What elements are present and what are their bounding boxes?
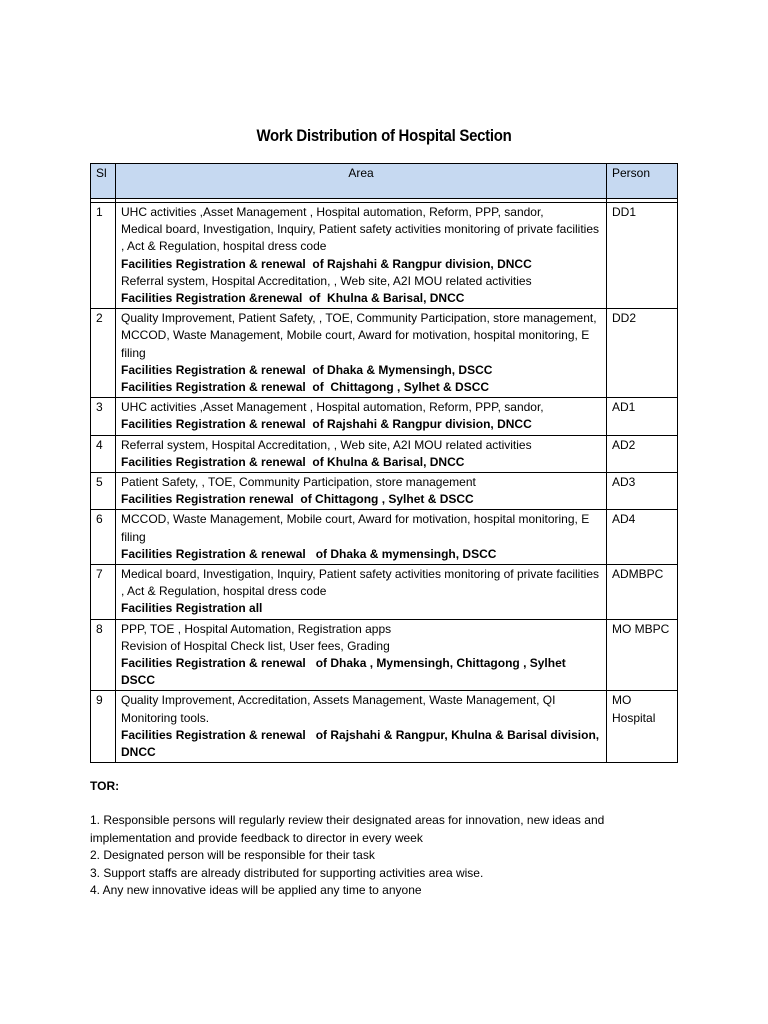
- area-activity-line: UHC activities ,Asset Management , Hospital automation, Reform, PPP, sandor,: [121, 400, 544, 415]
- row-sl-cell: 1: [91, 203, 116, 309]
- row-person-cell: MO Hospital: [607, 691, 678, 763]
- row-person-cell: DD2: [607, 309, 678, 398]
- area-activity-line: Revision of Hospital Check list, User fees, Grading: [121, 638, 390, 653]
- column-header-area: Area: [116, 164, 607, 199]
- tor-item: 1. Responsible persons will regularly review their designated areas for innovation, new ideas and implementation and provide feedback to director in every week: [90, 813, 605, 845]
- area-activity-line: Referral system, Hospital Accreditation, , Web site, A2I MOU related activities: [121, 273, 532, 288]
- table-row: [91, 619, 678, 691]
- table-row: [91, 435, 678, 472]
- tor-heading: TOR:: [90, 779, 120, 793]
- table-row: [91, 565, 678, 620]
- document-title: Work Distribution of Hospital Section: [256, 126, 512, 145]
- table-header-row: [91, 164, 678, 199]
- column-header-person: Person: [607, 164, 678, 199]
- area-activity-line: Referral system, Hospital Accreditation, , Web site, A2I MOU related activities: [121, 437, 532, 452]
- area-registration-line: Facilities Registration & renewal of Dhaka & mymensingh, DSCC: [121, 546, 497, 561]
- tor-section: [90, 778, 680, 899]
- row-person-cell: AD3: [607, 473, 678, 510]
- row-area-cell: [116, 510, 607, 565]
- area-activity-line: Patient Safety, , TOE, Community Participation, store management: [121, 475, 476, 490]
- area-activity-line: UHC activities ,Asset Management , Hospital automation, Reform, PPP, sandor,: [121, 205, 544, 219]
- tor-item: 2. Designated person will be responsible for their task: [90, 848, 375, 863]
- area-registration-line: Facilities Registration all: [121, 601, 263, 616]
- area-registration-line: Facilities Registration & renewal of Chittagong , Sylhet & DSCC: [121, 380, 490, 395]
- row-person-cell: DD1: [607, 203, 678, 309]
- area-registration-line: Facilities Registration & renewal of Rajshahi & Rangpur, Khulna & Barisal division, DNCC: [121, 727, 603, 760]
- row-person-cell: MO MBPC: [607, 619, 678, 691]
- area-activity-line: PPP, TOE , Hospital Automation, Registration apps: [121, 621, 392, 636]
- row-sl-cell: 3: [91, 398, 116, 435]
- row-sl-cell: 7: [91, 565, 116, 620]
- table-row: [91, 510, 678, 565]
- area-registration-line: Facilities Registration & renewal of Rajshahi & Rangpur division, DNCC: [121, 417, 532, 432]
- row-sl-cell: 2: [91, 309, 116, 398]
- row-person-cell: AD4: [607, 510, 678, 565]
- area-activity-line: MCCOD, Waste Management, Mobile court, Award for motivation, hospital monitoring, E filing: [121, 328, 593, 360]
- area-registration-line: Facilities Registration & renewal of Dhaka , Mymensingh, Chittagong , Sylhet DSCC: [121, 656, 573, 688]
- column-header-sl: Sl: [91, 164, 116, 199]
- row-area-cell: [116, 203, 607, 309]
- area-registration-line: Facilities Registration & renewal of Dhaka & Mymensingh, DSCC: [121, 362, 493, 377]
- row-area-cell: [116, 473, 607, 510]
- row-area-cell: [116, 619, 607, 691]
- area-activity-line: MCCOD, Waste Management, Mobile court, Award for motivation, hospital monitoring, E filing: [121, 512, 593, 544]
- area-activity-line: Quality Improvement, Accreditation, Assets Management, Waste Management, QI Monitoring tools.: [121, 693, 559, 725]
- row-person-cell: AD1: [607, 398, 678, 435]
- row-sl-cell: 4: [91, 435, 116, 472]
- row-sl-cell: 9: [91, 691, 116, 763]
- row-area-cell: [116, 565, 607, 620]
- row-sl-cell: 8: [91, 619, 116, 691]
- table-row: [91, 398, 678, 435]
- table-body: [91, 199, 678, 763]
- area-registration-line: Facilities Registration & renewal of Rajshahi & Rangpur division, DNCC: [121, 256, 532, 271]
- table-row: [91, 473, 678, 510]
- table-row: [91, 691, 678, 763]
- row-sl-cell: 5: [91, 473, 116, 510]
- area-activity-line: Quality Improvement, Patient Safety, , TOE, Community Participation, store management,: [121, 311, 597, 326]
- row-area-cell: [116, 435, 607, 472]
- tor-item: 4. Any new innovative ideas will be applied any time to anyone: [90, 883, 422, 898]
- area-activity-line: Medical board, Investigation, Inquiry, Patient safety activities monitoring of private facilities , Act & Regulation, hospital dress code: [121, 222, 603, 254]
- table-row: [91, 203, 678, 309]
- row-sl-cell: 6: [91, 510, 116, 565]
- row-area-cell: [116, 691, 607, 763]
- area-activity-line: Medical board, Investigation, Inquiry, Patient safety activities monitoring of private facilities , Act & Regulation, hospital dress code: [121, 567, 603, 599]
- row-person-cell: AD2: [607, 435, 678, 472]
- area-registration-line: Facilities Registration renewal of Chittagong , Sylhet & DSCC: [121, 492, 474, 507]
- row-area-cell: [116, 398, 607, 435]
- table-row: [91, 309, 678, 398]
- area-registration-line: Facilities Registration &renewal of Khulna & Barisal, DNCC: [121, 291, 465, 306]
- tor-item: 3. Support staffs are already distributed for supporting activities area wise.: [90, 865, 484, 880]
- row-person-cell: ADMBPC: [607, 565, 678, 620]
- area-registration-line: Facilities Registration & renewal of Khulna & Barisal, DNCC: [121, 454, 465, 469]
- work-distribution-table: [90, 163, 678, 763]
- row-area-cell: [116, 309, 607, 398]
